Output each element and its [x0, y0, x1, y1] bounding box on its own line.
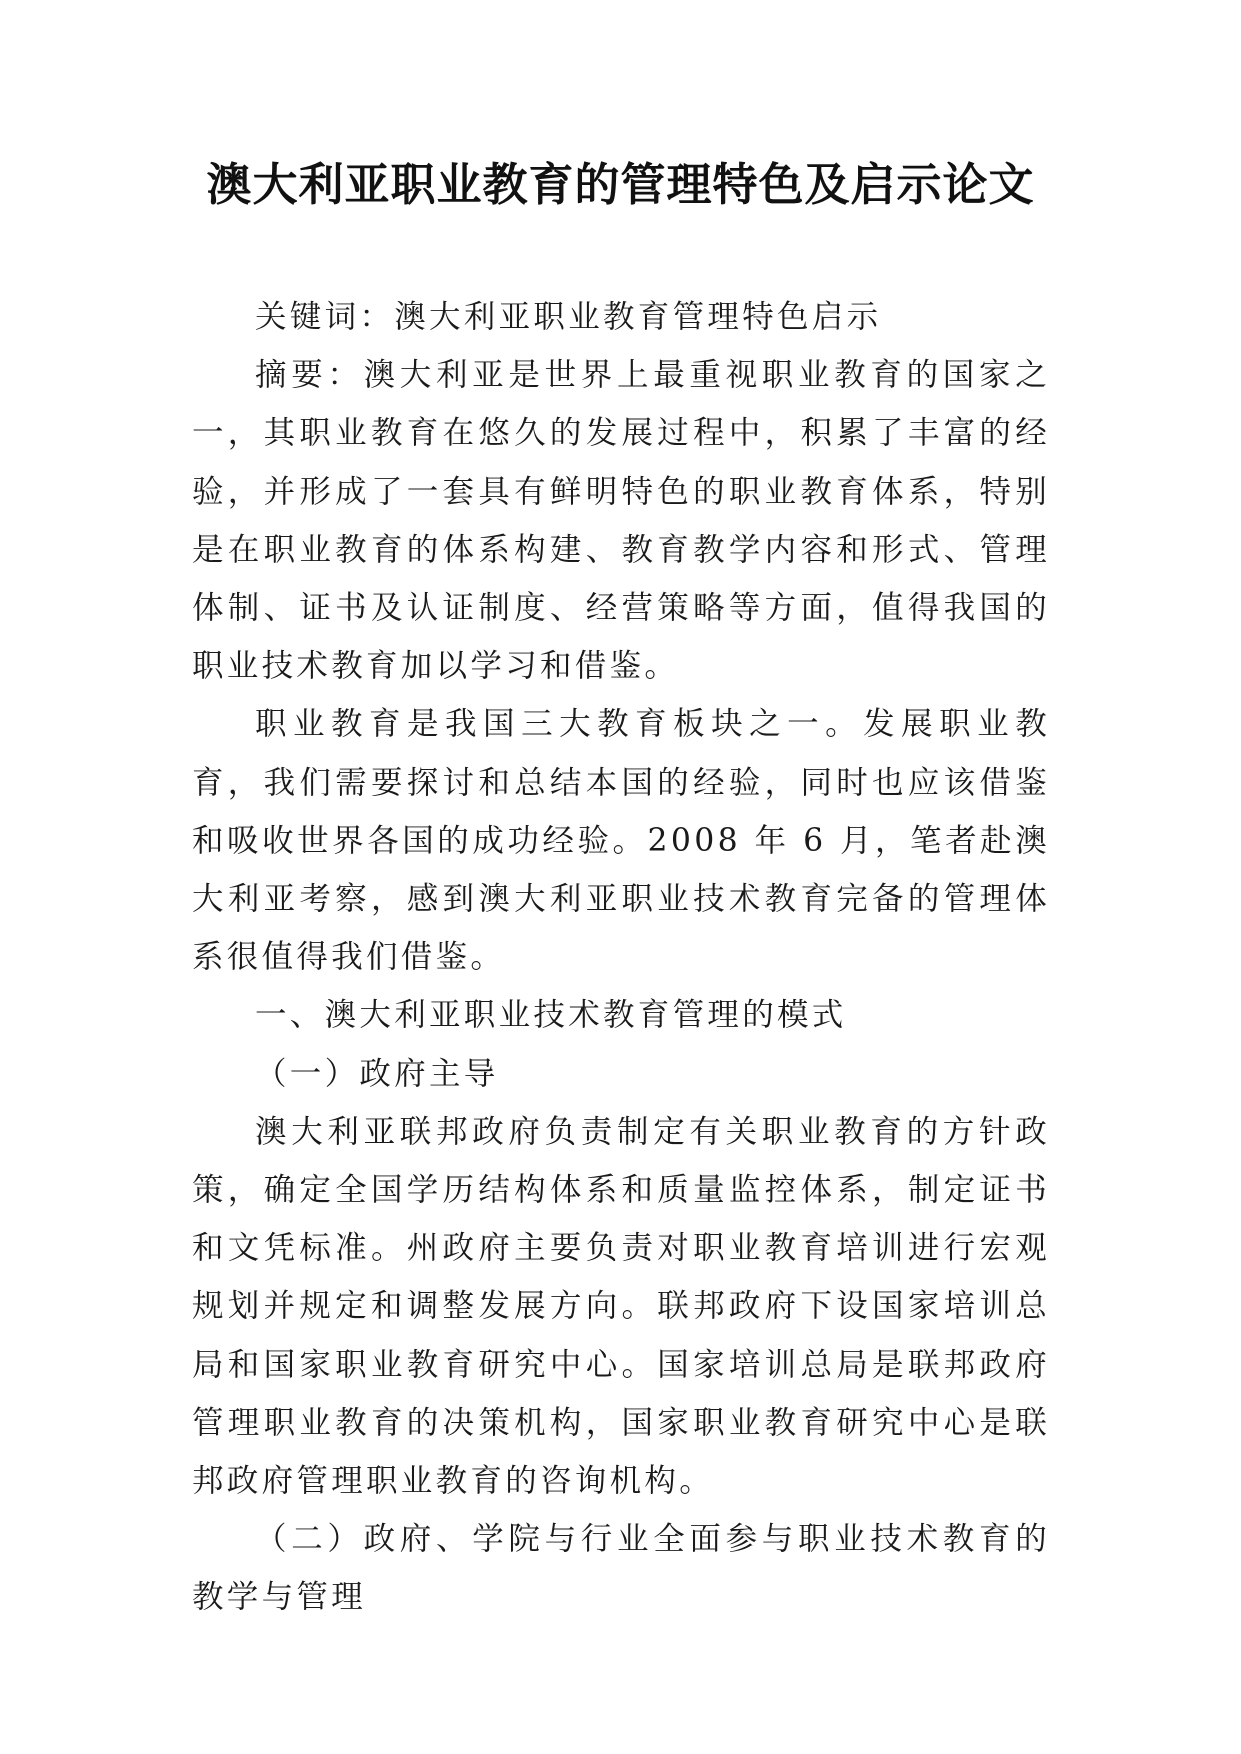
document-title: 澳大利亚职业教育的管理特色及启示论文 [206, 158, 1035, 211]
document-body [192, 288, 1050, 1627]
body-paragraph: 澳大利亚联邦政府负责制定有关职业教育的方针政策，确定全国学历结构体系和质量监控体系，制定证书和文凭标准。州政府主要负责对职业教育培训进行宏观规划并规定和调整发展方向。联邦政府下设国家培训总局和国家职业教育研究中心。国家培训总局是联邦政府管理职业教育的决策机构，国家职业教育研究中心是联邦政府管理职业教育的咨询机构。 [192, 1113, 1050, 1500]
section-heading: 一、澳大利亚职业技术教育管理的模式 [255, 997, 847, 1034]
body-paragraph: 职业教育是我国三大教育板块之一。发展职业教育，我们需要探讨和总结本国的经验，同时也应该借鉴和吸收世界各国的成功经验。2008 年 6 月，笔者赴澳大利亚考察，感到澳大利亚职业技术教育完备的管理体系很值得我们借鉴。 [192, 706, 1050, 976]
abstract-paragraph: 摘要：澳大利亚是世界上最重视职业教育的国家之一，其职业教育在悠久的发展过程中，积累了丰富的经验，并形成了一套具有鲜明特色的职业教育体系，特别是在职业教育的体系构建、教育教学内容和形式、管理体制、证书及认证制度、经营策略等方面，值得我国的职业技术教育加以学习和借鉴。 [192, 357, 1050, 685]
subsection-heading: （二）政府、学院与行业全面参与职业技术教育的教学与管理 [192, 1521, 1050, 1616]
subsection-heading: （一）政府主导 [255, 1055, 499, 1092]
keywords-paragraph: 关键词：澳大利亚职业教育管理特色启示 [255, 299, 882, 335]
